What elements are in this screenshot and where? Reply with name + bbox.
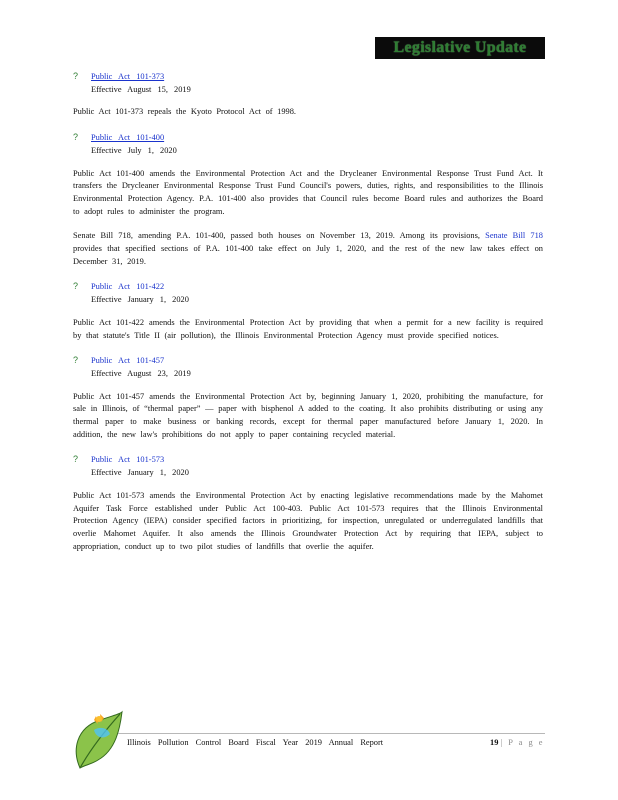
act-heading [73,70,543,84]
act-link-101-573[interactable]: Public Act 101-573 [91,455,165,465]
bullet-icon: ? [73,281,79,292]
header-banner [375,37,545,59]
bullet-icon: ? [73,355,79,366]
act-entry-101-373 [73,70,543,119]
effective-date: Effective August 23, 2019 [91,368,191,378]
leaf-logo-icon [70,710,125,772]
act-paragraph: Public Act 101-422 amends the Environmental Protection Act by providing that when a permit for a new facility is required by that statute's Title II (air pollution), the Illinois Environmental Protection Agency must provide specified notices. [73,317,543,340]
act-heading [73,453,543,467]
footer-divider [118,733,545,734]
act-heading [73,131,543,145]
act-paragraph: Public Act 101-373 repeals the Kyoto Protocol Act of 1998. [73,107,297,117]
footer-report-title: Illinois Pollution Control Board Fiscal Year 2019 Annual Report [127,738,384,747]
act-entry-101-457 [73,354,543,441]
page-number [490,738,545,747]
effective-date: Effective August 15, 2019 [91,84,191,94]
act-paragraph: Public Act 101-400 amends the Environmental Protection Act and the Drycleaner Environmental Response Trust Fund Act. It transfers the Drycleaner Environmental Response Trust Fund Council's powers, duties, rights, and responsibilities to the Illinois Environmental Protection Agency. P.A. 101-400 also provides that Council rules become Board rules and authorizes the Board to adopt rules to administer the program. [73,168,543,216]
act-link-101-400[interactable]: Public Act 101-400 [91,133,165,143]
effective-date: Effective July 1, 2020 [91,145,177,155]
header-banner-title: Legislative Update [393,39,527,56]
senate-bill-text-before: Senate Bill 718, amending P.A. 101-400, passed both houses on November 13, 2019. Among its provisions, [73,231,486,241]
bullet-icon: ? [73,132,79,143]
act-heading [73,280,543,294]
main-content [73,70,543,565]
act-link-101-373[interactable]: Public Act 101-373 [91,72,165,81]
bullet-icon: ? [73,454,79,465]
act-paragraph: Public Act 101-573 amends the Environmental Protection Act by enacting legislative recommendations made by the Mahomet Aquifer Task Force established under Public Act 100-403. Public Act 101-573 requires that the Illinois Environmental Protection Agency (IEPA) consider specified factors in prioritizing, for inspection, unregulated or underregulated landfills that overlie Mahomet Aquifer. It also amends the Illinois Groundwater Protection Act by requiring that IEPA, subject to appropriation, conduct up to two pilot studies of landfills that overlie the aquifer. [73,490,543,551]
senate-bill-link[interactable]: Senate Bill 718 [485,231,543,241]
senate-bill-paragraph [73,230,543,268]
bullet-icon: ? [73,71,79,81]
act-heading [73,354,543,368]
act-paragraph: Public Act 101-457 amends the Environmental Protection Act by, beginning January 1, 2020, prohibiting the manufacture, for sale in Illinois, of “thermal paper” — paper with bisphenol A added to the coating. It also prohibits distributing or using any thermal paper to make business or banking records, except for thermal paper manufactured before January 1, 2020. In addition, the new law's prohibitions do not apply to paper containing recycled material. [73,391,543,439]
act-entry-101-400 [73,131,543,268]
senate-bill-text-after: provides that specified sections of P.A. 101-400 take effect on July 1, 2020, and the rest of the new law takes effect on December 31, 2019. [73,244,543,266]
effective-date: Effective January 1, 2020 [91,295,189,305]
page-label: | P a g e [500,738,545,747]
act-link-101-422[interactable]: Public Act 101-422 [91,282,165,292]
effective-date: Effective January 1, 2020 [91,468,189,478]
act-entry-101-573 [73,453,543,553]
act-entry-101-422 [73,280,543,342]
page-number-value: 19 [490,738,499,747]
act-link-101-457[interactable]: Public Act 101-457 [91,356,165,366]
